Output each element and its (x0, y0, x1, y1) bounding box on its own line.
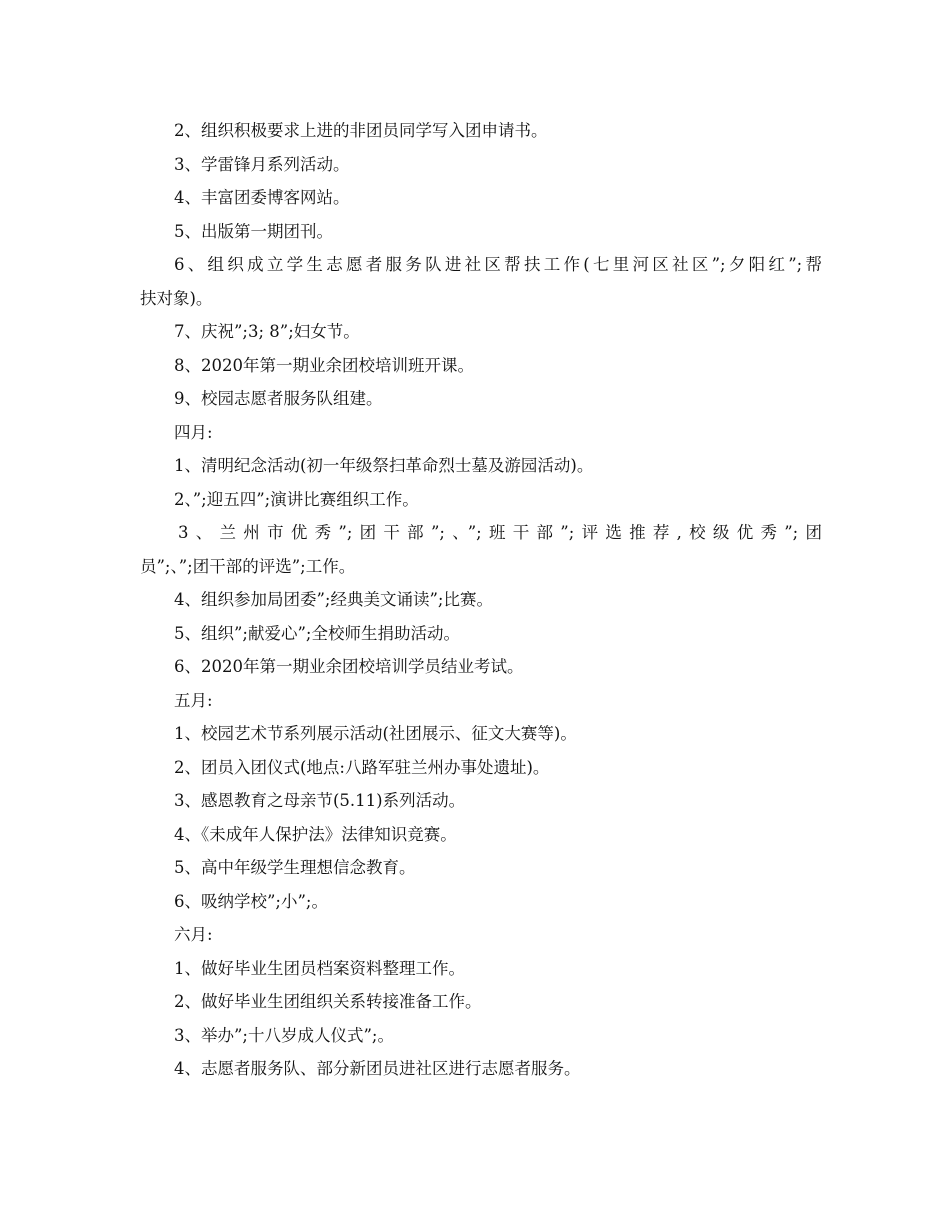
paragraph-line: 4、丰富团委博客网站。 (174, 188, 350, 207)
paragraph-line: 6、2020年第一期业余团校培训学员结业考试。 (174, 657, 524, 676)
section-heading-may: 五月: (174, 690, 213, 710)
paragraph-line: 3、感恩教育之母亲节(5.11)系列活动。 (174, 791, 466, 810)
paragraph-line: 4、《未成年人保护法》法律知识竞赛。 (174, 824, 457, 844)
section-heading-june: 六月: (174, 925, 213, 944)
paragraph-line: 2、做好毕业生团组织关系转接准备工作。 (174, 992, 482, 1011)
paragraph-continuation: 员”;、”;团干部的评选”;工作。 (140, 556, 356, 576)
paragraph-line: 4、志愿者服务队、部分新团员进社区进行志愿者服务。 (174, 1059, 581, 1078)
paragraph-line: 2、团员入团仪式(地点:八路军驻兰州办事处遗址)。 (174, 757, 550, 777)
paragraph-line: 1、做好毕业生团员档案资料整理工作。 (174, 958, 465, 978)
paragraph-line: 5、组织”;献爱心”;全校师生捐助活动。 (174, 623, 460, 643)
paragraph-line: 3、兰州市优秀”;团干部”;、”;班干部”;评选推荐,校级优秀”;团 (178, 523, 822, 542)
paragraph-line: 3、举办”;十八岁成人仪式”;。 (174, 1025, 394, 1045)
paragraph-line: 4、组织参加局团委”;经典美文诵读”;比赛。 (174, 590, 493, 609)
paragraph-line: 3、学雷锋月系列活动。 (174, 154, 350, 174)
paragraph-continuation: 扶对象)。 (140, 288, 213, 308)
section-heading-april: 四月: (174, 422, 213, 442)
paragraph-line: 1、校园艺术节系列展示活动(社团展示、征文大赛等)。 (174, 724, 577, 743)
paragraph-line: 2、组织积极要求上进的非团员同学写入团申请书。 (174, 121, 548, 140)
paragraph-line: 7、庆祝”;3; 8”;妇女节。 (174, 322, 360, 341)
paragraph-line: 8、2020年第一期业余团校培训班开课。 (174, 355, 474, 375)
paragraph-line: 6、组织成立学生志愿者服务队进社区帮扶工作(七里河区社区”;夕阳红”;帮 (174, 255, 822, 274)
paragraph-line: 5、出版第一期团刊。 (174, 221, 333, 241)
paragraph-line: 1、清明纪念活动(初一年级祭扫革命烈士墓及游园活动)。 (174, 456, 594, 475)
paragraph-line: 6、吸纳学校”;小”;。 (174, 891, 328, 911)
paragraph-line: 9、校园志愿者服务队组建。 (174, 389, 383, 408)
paragraph-line: 5、高中年级学生理想信念教育。 (174, 858, 416, 877)
paragraph-line: 2、”;迎五四”;演讲比赛组织工作。 (174, 489, 419, 509)
